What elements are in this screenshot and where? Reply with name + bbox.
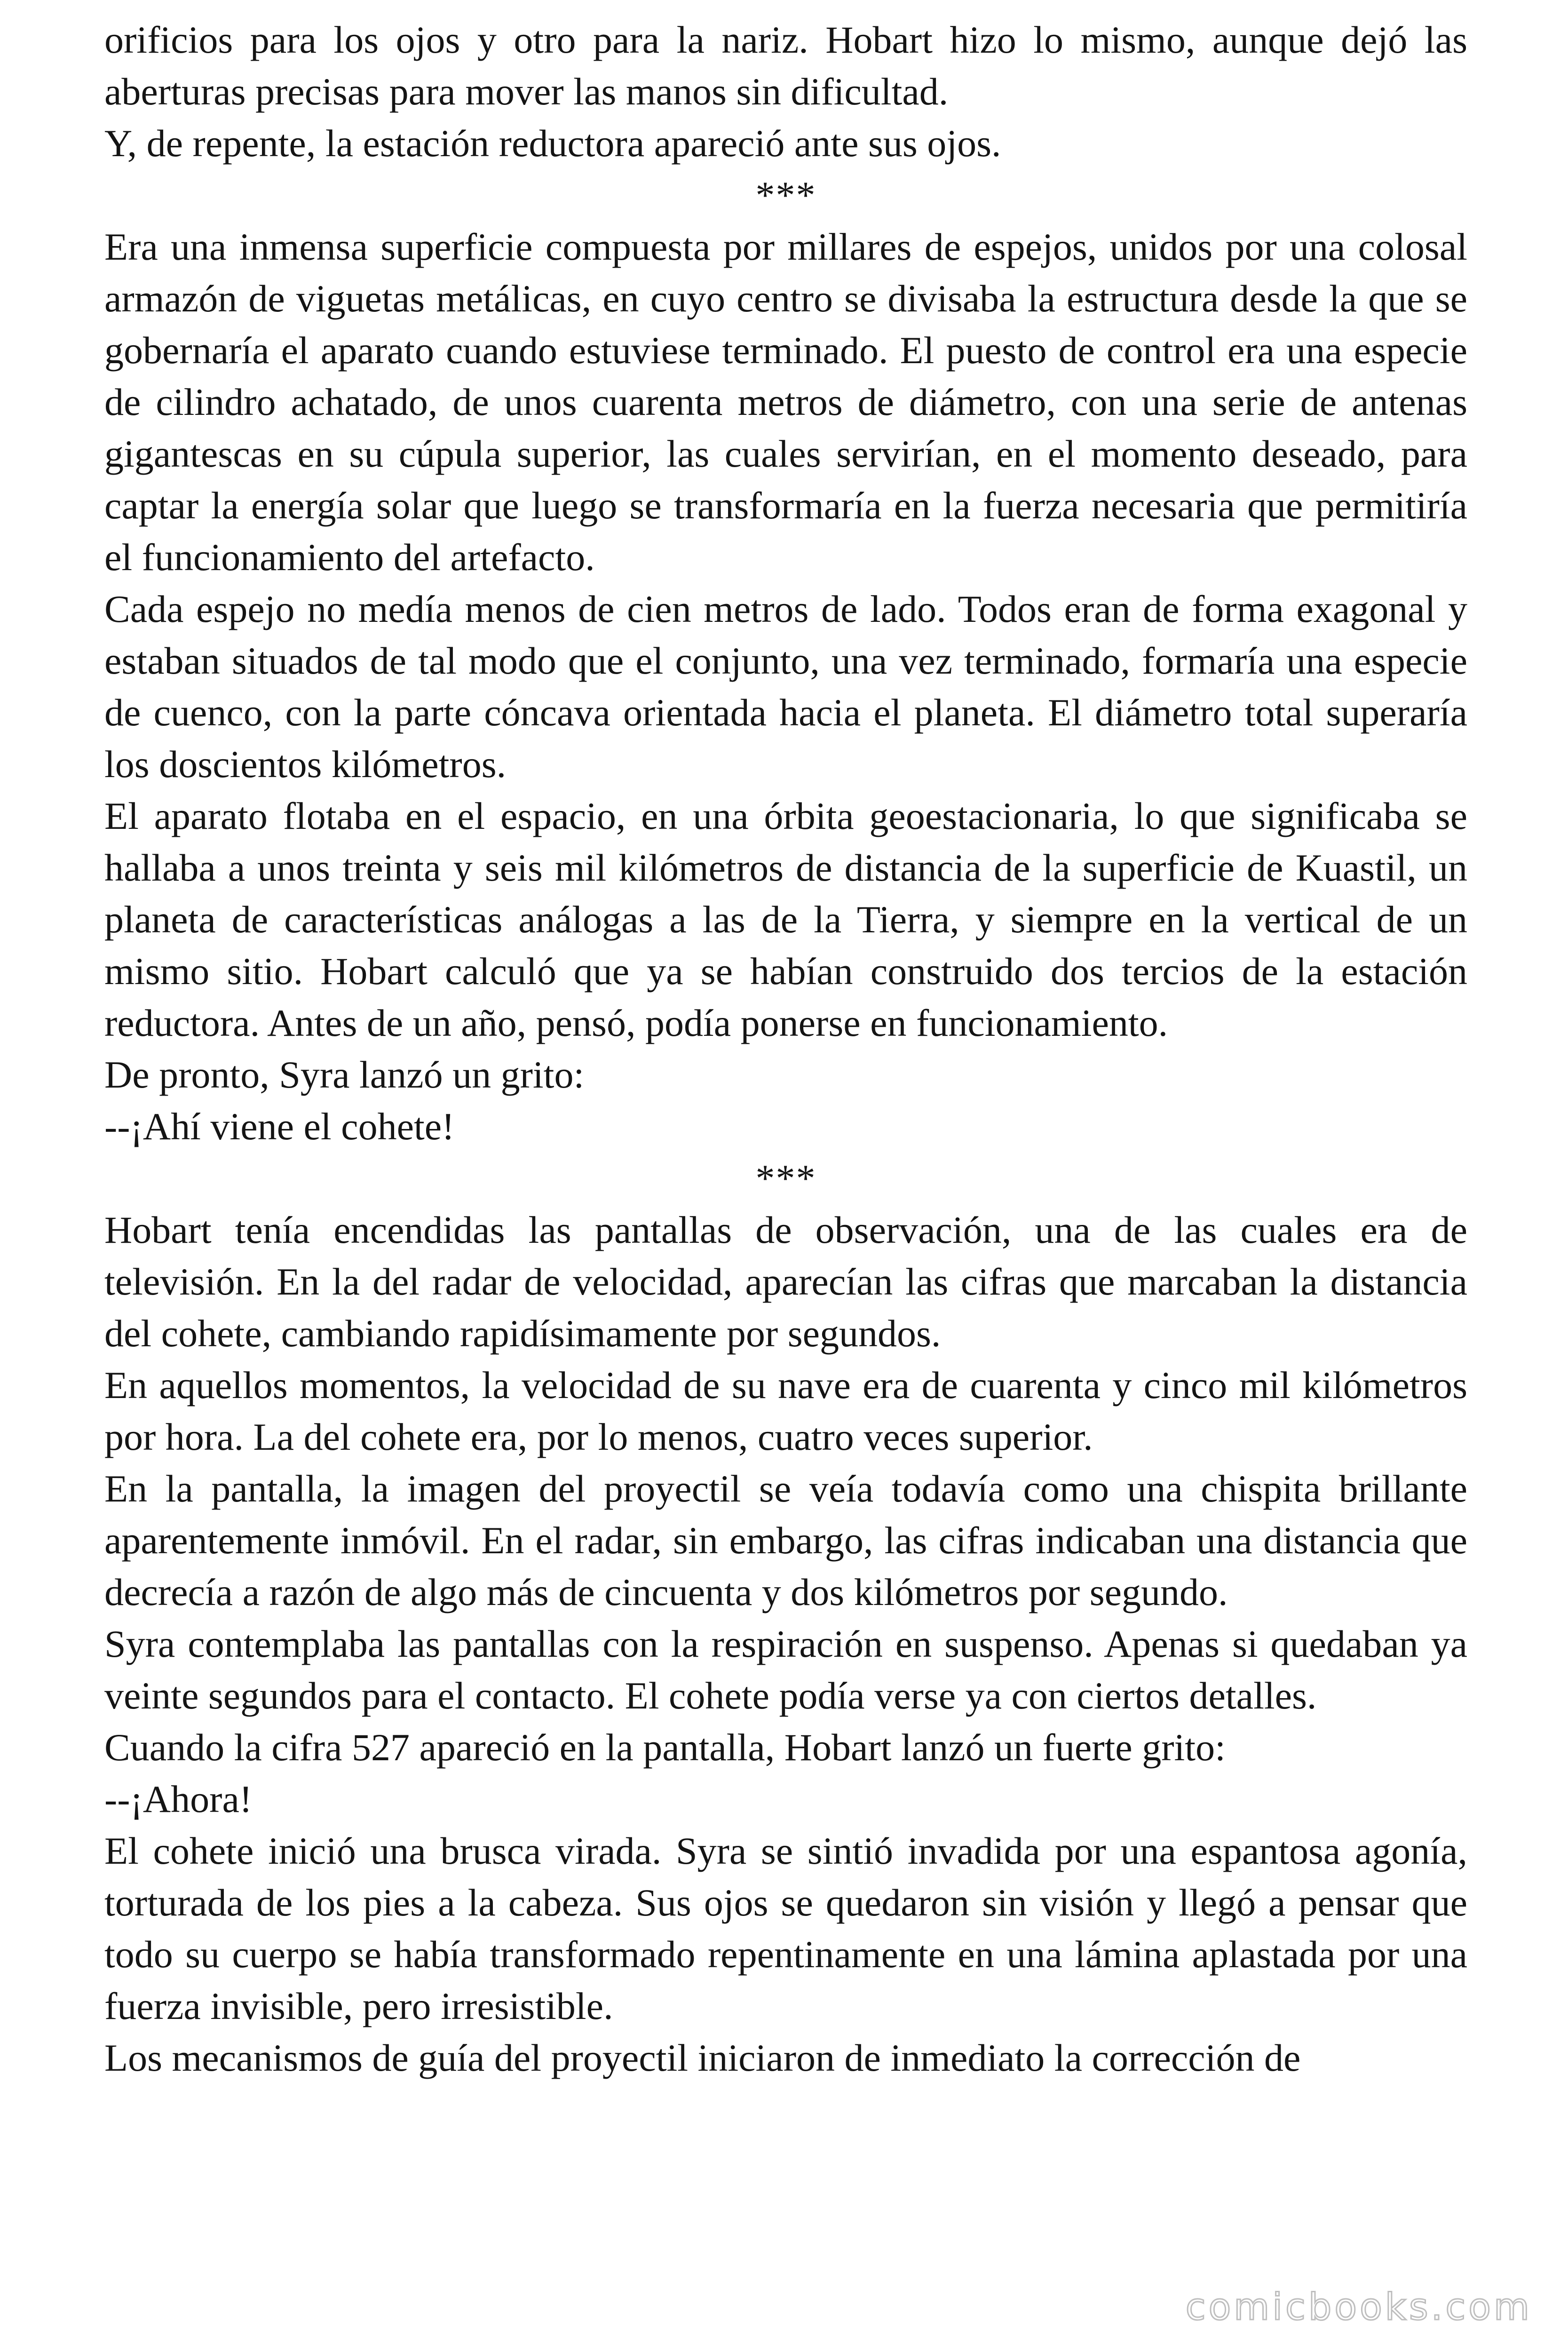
section-separator: *** <box>755 1157 816 1200</box>
paragraph: El cohete inició una brusca virada. Syra se sintió invadida por una espantosa agonía, torturada de los pies a la cabeza. Sus ojos se quedaron sin visión y llegó a pensar que todo su cuerpo se había transformado repentinamente en una lámina aplastada por una fuerza invisible, pero irresistible. <box>104 1829 1467 2027</box>
dialogue-line: --¡Ahora! <box>104 1778 253 1820</box>
paragraph: orificios para los ojos y otro para la nariz. Hobart hizo lo mismo, aunque dejó las aberturas precisas para mover las manos sin dificultad. <box>104 18 1467 113</box>
paragraph: Syra contemplaba las pantallas con la respiración en suspenso. Apenas si quedaban ya veinte segundos para el contacto. El cohete podía verse ya con ciertos detalles. <box>104 1622 1467 1717</box>
paragraph: Cada espejo no medía menos de cien metros de lado. Todos eran de forma exagonal y estaban situados de tal modo que el conjunto, una vez terminado, formaría una especie de cuenco, con la parte cóncava orientada hacia el planeta. El diámetro total superaría los doscientos kilómetros. <box>104 588 1467 786</box>
paragraph: Los mecanismos de guía del proyectil iniciaron de inmediato la corrección de <box>104 2036 1301 2079</box>
paragraph: De pronto, Syra lanzó un grito: <box>104 1053 585 1096</box>
paragraph: Cuando la cifra 527 apareció en la pantalla, Hobart lanzó un fuerte grito: <box>104 1726 1226 1769</box>
text-column <box>104 14 1467 2084</box>
section-separator: *** <box>755 174 816 216</box>
dialogue-line: --¡Ahí viene el cohete! <box>104 1105 455 1148</box>
paragraph: En aquellos momentos, la velocidad de su nave era de cuarenta y cinco mil kilómetros por hora. La del cohete era, por lo menos, cuatro veces superior. <box>104 1364 1467 1458</box>
paragraph: Hobart tenía encendidas las pantallas de observación, una de las cuales era de televisión. En la del radar de velocidad, aparecían las cifras que marcaban la distancia del cohete, cambiando rapidísimamente por segundos. <box>104 1208 1467 1355</box>
paragraph: En la pantalla, la imagen del proyectil se veía todavía como una chispita brillante aparentemente inmóvil. En el radar, sin embargo, las cifras indicaban una distancia que decrecía a razón de algo más de cincuenta y dos kilómetros por segundo. <box>104 1467 1467 1613</box>
paragraph: El aparato flotaba en el espacio, en una órbita geoestacionaria, lo que significaba se hallaba a unos treinta y seis mil kilómetros de distancia de la superficie de Kuastil, un planeta de características análogas a las de la Tierra, y siempre en la vertical de un mismo sitio. Hobart calculó que ya se habían construido dos tercios de la estación reductora. Antes de un año, pensó, podía ponerse en funcionamiento. <box>104 795 1467 1044</box>
watermark: comicbooks.com <box>1185 2286 1532 2328</box>
paragraph: Era una inmensa superficie compuesta por millares de espejos, unidos por una colosal armazón de viguetas metálicas, en cuyo centro se divisaba la estructura desde la que se gobernaría el aparato cuando estuviese terminado. El puesto de control era una especie de cilindro achatado, de unos cuarenta metros de diámetro, con una serie de antenas gigantescas en su cúpula superior, las cuales servirían, en el momento deseado, para captar la energía solar que luego se transformaría en la fuerza necesaria que permitiría el funcionamiento del artefacto. <box>104 225 1467 579</box>
paragraph: Y, de repente, la estación reductora apareció ante sus ojos. <box>104 122 1001 165</box>
